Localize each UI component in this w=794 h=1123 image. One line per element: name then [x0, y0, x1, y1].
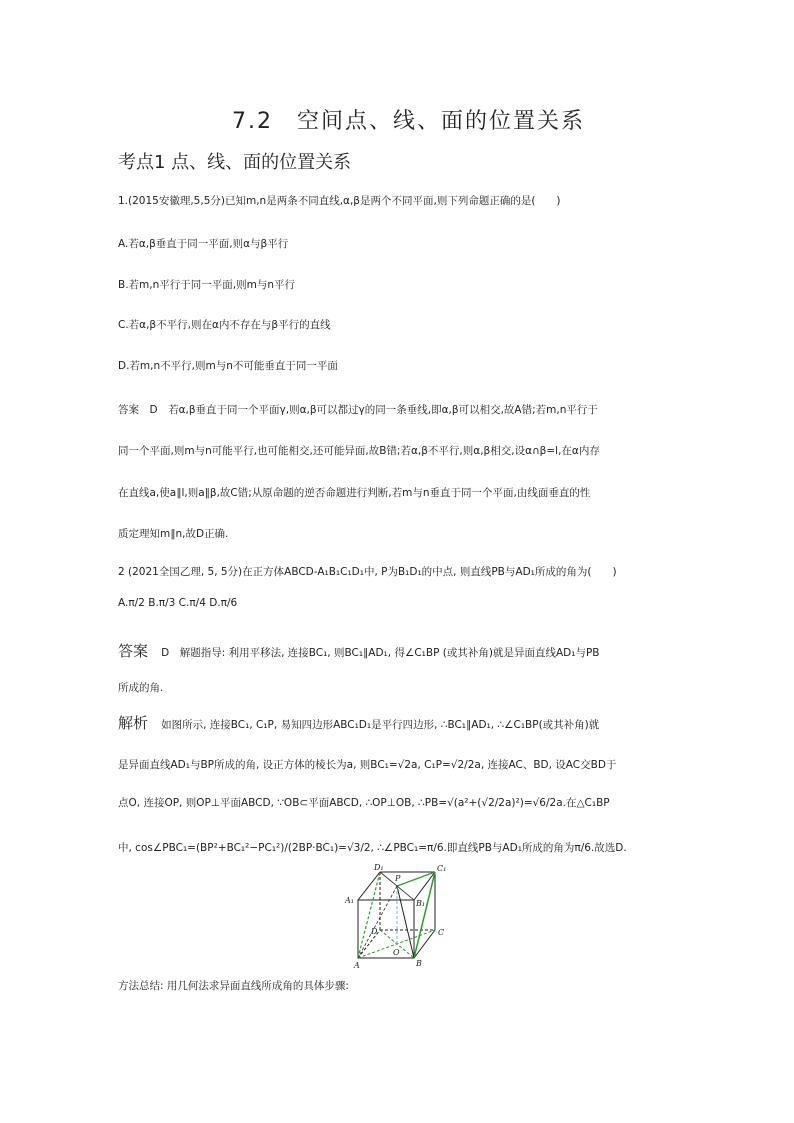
page-title: 7.2 空间点、线、面的位置关系 [232, 109, 585, 134]
q2-analysis-line-3: 点O, 连接OP, 则OP⊥平面ABCD, ∵OB⊂平面ABCD, ∴OP⊥OB, ∴PB=√(a²+(√2/2a)²)=√6/2a.在△C₁BP [118, 797, 610, 809]
q1-answer-line-4: 质定理知m∥n,故D正确. [118, 528, 229, 540]
q1-stem: 1.(2015安徽理,5,5分)已知m,n是两条不同直线,α,β是两个不同平面,则下列命题正确的是( ) [118, 195, 561, 207]
section-heading: 考点1 点、线、面的位置关系 [118, 152, 352, 173]
q1-option-c: C.若α,β不平行,则在α内不存在与β平行的直线 [118, 319, 331, 331]
q2-answer-row [118, 640, 599, 661]
q1-answer-line-3: 在直线a,使a∥l,则a∥β,故C错;从原命题的逆否命题进行判断,若m与n垂直于同一个平面,由线面垂直的性 [118, 487, 591, 499]
line-pa [358, 886, 397, 958]
q2-answer-text-2: 所成的角. [118, 682, 164, 694]
label-d: D [371, 927, 378, 936]
edge-a1d1 [358, 872, 380, 900]
analysis-label: 解析 [118, 714, 149, 732]
q2-option-c: C.π/4 [178, 597, 206, 609]
q2-analysis-row [118, 712, 599, 733]
q1-option-a: A.若α,β垂直于同一平面,则α与β平行 [118, 238, 289, 250]
q2-stem: 2 (2021全国乙理, 5, 5分)在正方体ABCD-A₁B₁C₁D₁中, P为B₁D₁的中点, 则直线PB与AD₁所成的角为( ) [118, 566, 617, 578]
q2-analysis-line-2: 是异面直线AD₁与BP所成的角, 设正方体的棱长为a, 则BC₁=√2a, C₁P=√2/2a, 连接AC、BD, 设AC交BD于 [118, 759, 617, 771]
q2-analysis-line-4: 中, cos∠PBC₁=(BP²+BC₁²−PC₁²)/(2BP·BC₁)=√3/2, ∴∠PBC₁=π/6.即直线PB与AD₁所成的角为π/6.故选D. [118, 842, 627, 854]
cube-figure [340, 862, 460, 972]
label-b1: B₁ [416, 899, 426, 908]
q1-option-b: B.若m,n平行于同一平面,则m与n平行 [118, 279, 295, 291]
label-b: B [416, 959, 422, 968]
label-c1: C₁ [437, 864, 447, 873]
label-a: A [354, 961, 360, 970]
line-ad1 [358, 872, 380, 958]
line-bc1 [414, 872, 435, 958]
q1-answer-line-2: 同一个平面,则m与n可能平行,也可能相交,还可能异面,故B错;若α,β不平行,则α,β相交,设α∩β=l,在α内存 [118, 445, 600, 457]
label-p: P [395, 874, 401, 883]
label-c: C [438, 928, 445, 937]
q2-option-a: A.π/2 [118, 597, 145, 609]
q1-option-d: D.若m,n不平行,则m与n不可能垂直于同一平面 [118, 360, 338, 372]
label-o: O [393, 948, 400, 957]
q2-answer-text: D 解题指导: 利用平移法, 连接BC₁, 则BC₁∥AD₁, 得∠C₁BP (或其补角)就是异面直线AD₁与PB [161, 647, 600, 659]
q2-analysis-line-1: 如图所示, 连接BC₁, C₁P, 易知四边形ABC₁D₁是平行四边形, ∴BC₁∥AD₁, ∴∠C₁BP(或其补角)就 [161, 719, 600, 731]
front-face [358, 900, 414, 958]
label-a1: A₁ [345, 896, 354, 905]
label-d1: D₁ [374, 863, 384, 872]
q2-options [118, 597, 237, 609]
q2-option-d: D.π/6 [209, 597, 238, 609]
q2-option-b: B.π/3 [148, 597, 176, 609]
q1-answer-line-1: 答案 D 若α,β垂直于同一个平面γ,则α,β可以都过γ的同一条垂线,即α,β可以相交,故A错;若m,n平行于 [118, 404, 598, 416]
answer-label: 答案 [118, 642, 149, 660]
method-summary: 方法总结: 用几何法求异面直线所成角的具体步骤: [118, 980, 349, 992]
